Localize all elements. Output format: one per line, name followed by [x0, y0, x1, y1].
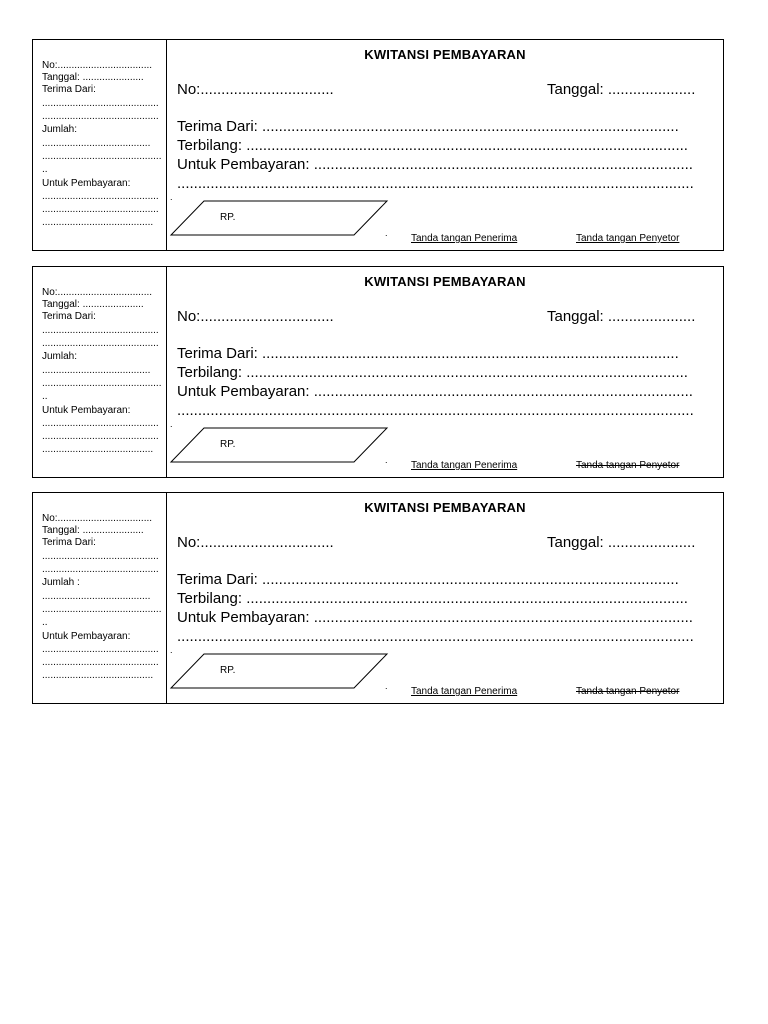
stub-terima-dari-label: Terima Dari:: [42, 84, 96, 95]
stray-dot: .: [385, 455, 388, 465]
receipt-main: [167, 40, 723, 250]
stub-untuk-pembayaran-label: Untuk Pembayaran:: [42, 178, 131, 189]
stub-terima-dari-line: ..........................................: [42, 325, 159, 336]
receipt-tanggal-field: Tanggal: .....................: [547, 81, 696, 98]
stub-untuk-line: ..........................................: [42, 644, 159, 655]
stub-untuk-pembayaran-label: Untuk Pembayaran:: [42, 405, 131, 416]
stub-jumlah-label: Jumlah:: [42, 351, 78, 362]
stray-dot: .: [170, 192, 173, 202]
stub-jumlah-label: Jumlah :: [42, 577, 80, 588]
stub-terima-dari-line: ..........................................: [42, 551, 159, 562]
stub-terima-dari-line: ..........................................: [42, 564, 159, 575]
stub-jumlah-line: ...........................................: [42, 378, 162, 389]
stub-jumlah-line: ...........................................: [42, 151, 162, 162]
receipt-terima-dari-field: Terima Dari: ....................................................................................................: [177, 118, 679, 135]
receipt-main: [167, 493, 723, 703]
rp-label: RP.: [220, 665, 236, 676]
receipt-untuk-pembayaran-field: Untuk Pembayaran: ...........................................................................................: [177, 609, 693, 626]
stub-jumlah-line: .......................................: [42, 365, 151, 376]
receipt-title: KWITANSI PEMBAYARAN: [364, 500, 526, 515]
stub-untuk-line: ..........................................: [42, 657, 159, 668]
stub-untuk-line: ........................................: [42, 670, 154, 681]
stub-jumlah-line: ...........................................: [42, 604, 162, 615]
receipt-no-field: No:................................: [177, 534, 334, 551]
receipt-no-field: No:................................: [177, 81, 334, 98]
stub-untuk-line: ..........................................: [42, 431, 159, 442]
receipt-terbilang-field: Terbilang: ..........................................................................................................: [177, 590, 688, 607]
stub-terima-dari-label: Terima Dari:: [42, 311, 96, 322]
stub-terima-dari-line: ..........................................: [42, 98, 159, 109]
receipt-stub: [33, 267, 167, 477]
signature-penerima: Tanda tangan Penerima: [411, 460, 518, 471]
receipt-main: [167, 267, 723, 477]
stub-untuk-line: ..........................................: [42, 418, 159, 429]
stub-untuk-line: ..........................................: [42, 204, 159, 215]
receipt-title: KWITANSI PEMBAYARAN: [364, 274, 526, 289]
receipt-terima-dari-field: Terima Dari: ....................................................................................................: [177, 345, 679, 362]
stray-dot: .: [385, 228, 388, 238]
stub-tanggal: Tanggal: ......................: [42, 299, 144, 310]
amount-box: [169, 653, 389, 689]
receipt-untuk-pembayaran-field: Untuk Pembayaran: ...........................................................................................: [177, 156, 693, 173]
stub-jumlah-line: .......................................: [42, 591, 151, 602]
receipt-tanggal-field: Tanggal: .....................: [547, 534, 696, 551]
rp-label: RP.: [220, 212, 236, 223]
signature-penyetor: Tanda tangan Penyetor: [576, 460, 680, 471]
stub-untuk-line: ..........................................: [42, 191, 159, 202]
stub-tanggal: Tanggal: ......................: [42, 525, 144, 536]
signature-penyetor: Tanda tangan Penyetor: [576, 233, 680, 244]
stub-jumlah-line: .......................................: [42, 138, 151, 149]
stub-untuk-line: ........................................: [42, 444, 154, 455]
rp-label: RP.: [220, 439, 236, 450]
receipt-blank-line: ............................................................................................................................: [177, 175, 694, 192]
receipt-blank-line: ............................................................................................................................: [177, 628, 694, 645]
signature-penerima: Tanda tangan Penerima: [411, 686, 518, 697]
receipt: [32, 492, 724, 704]
receipt-terima-dari-field: Terima Dari: ....................................................................................................: [177, 571, 679, 588]
stray-dot: .: [385, 681, 388, 691]
receipt-no-field: No:................................: [177, 308, 334, 325]
stray-dot: .: [170, 419, 173, 429]
amount-box: [169, 200, 389, 236]
amount-box: [169, 427, 389, 463]
receipt: [32, 39, 724, 251]
stub-jumlah-line: ..: [42, 617, 48, 628]
receipt-tanggal-field: Tanggal: .....................: [547, 308, 696, 325]
stub-terima-dari-line: ..........................................: [42, 111, 159, 122]
stub-terima-dari-line: ..........................................: [42, 338, 159, 349]
receipt-stub: [33, 493, 167, 703]
stub-jumlah-label: Jumlah:: [42, 124, 78, 135]
receipt-title: KWITANSI PEMBAYARAN: [364, 47, 526, 62]
stub-terima-dari-label: Terima Dari:: [42, 537, 96, 548]
stub-no: No:..................................: [42, 60, 153, 71]
receipt-untuk-pembayaran-field: Untuk Pembayaran: ...........................................................................................: [177, 383, 693, 400]
stub-no: No:..................................: [42, 287, 153, 298]
receipt-terbilang-field: Terbilang: ..........................................................................................................: [177, 137, 688, 154]
receipt: [32, 266, 724, 478]
signature-penerima: Tanda tangan Penerima: [411, 233, 518, 244]
signature-penyetor: Tanda tangan Penyetor: [576, 686, 680, 697]
stub-jumlah-line: ..: [42, 164, 48, 175]
receipt-terbilang-field: Terbilang: ..........................................................................................................: [177, 364, 688, 381]
stub-tanggal: Tanggal: ......................: [42, 72, 144, 83]
stub-no: No:..................................: [42, 513, 153, 524]
stray-dot: .: [170, 645, 173, 655]
stub-untuk-line: ........................................: [42, 217, 154, 228]
receipt-stub: [33, 40, 167, 250]
stub-jumlah-line: ..: [42, 391, 48, 402]
receipt-blank-line: ............................................................................................................................: [177, 402, 694, 419]
stub-untuk-pembayaran-label: Untuk Pembayaran:: [42, 631, 131, 642]
